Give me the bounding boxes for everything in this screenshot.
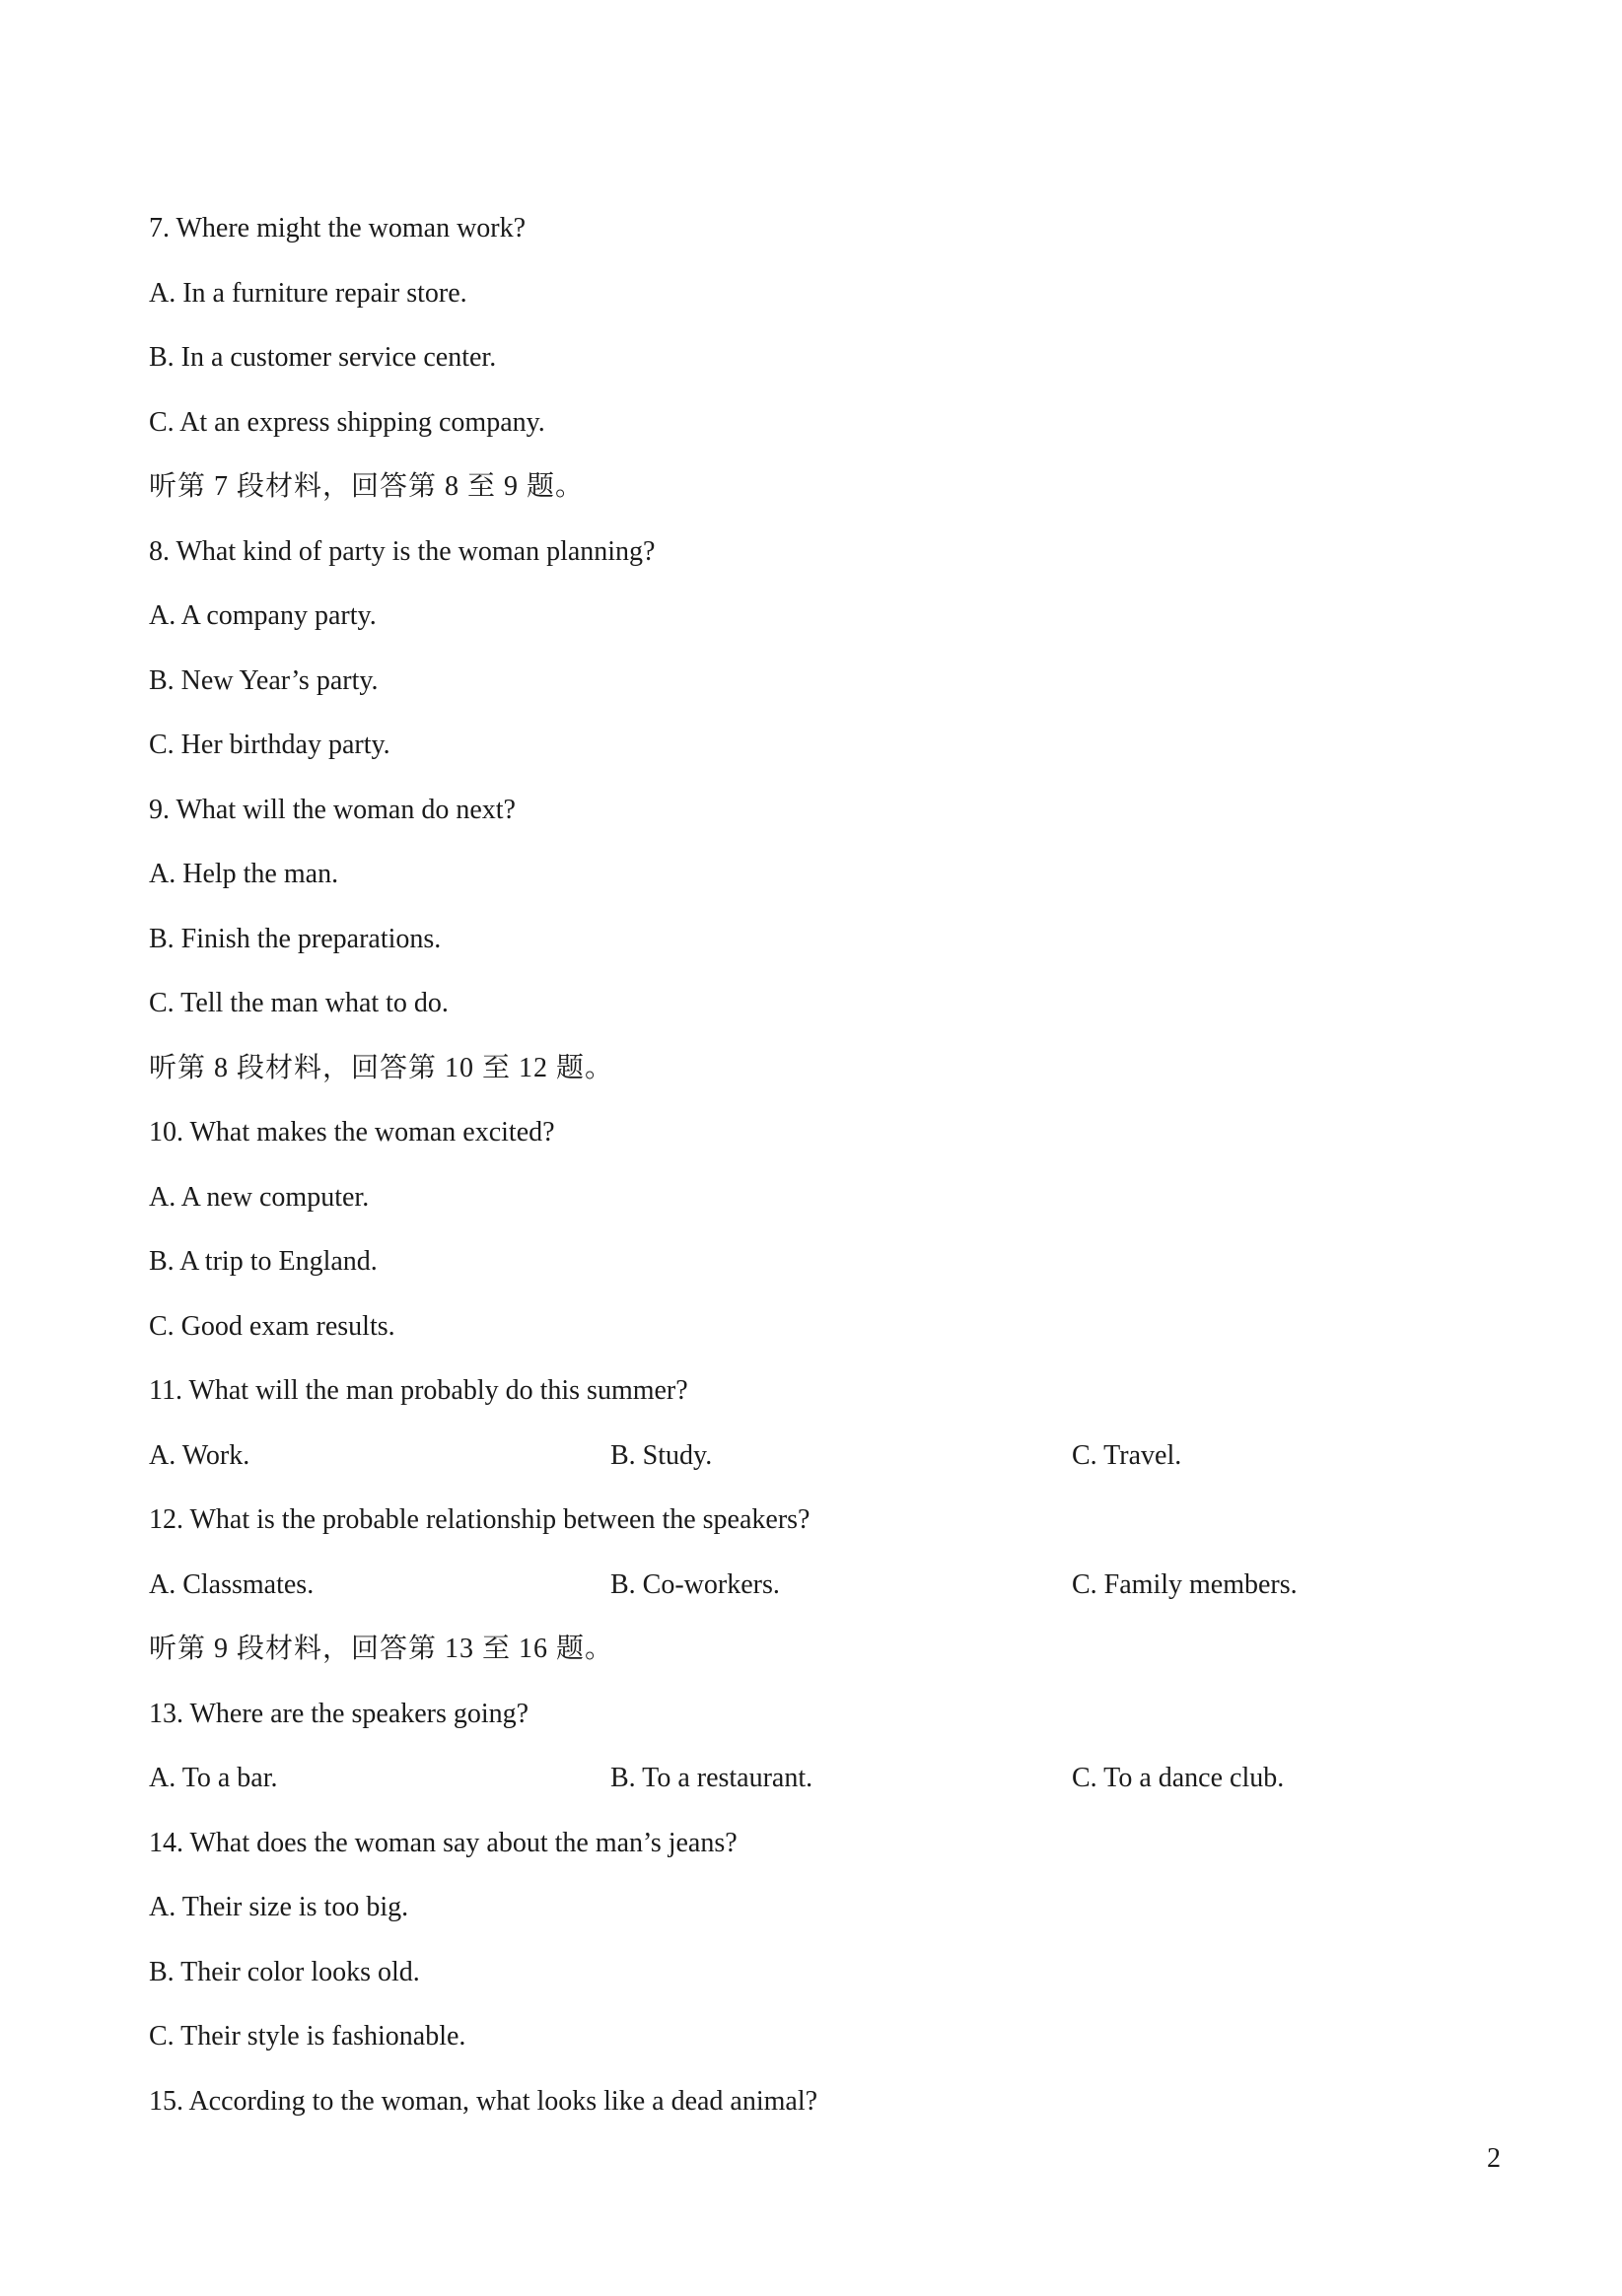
section-instruction: 听第 8 段材料，回答第 10 至 12 题。 (149, 1052, 614, 1083)
answer-option: C. Good exam results. (149, 1310, 395, 1342)
answer-option: B. To a restaurant. (610, 1763, 813, 1793)
option-row (149, 1565, 1470, 1631)
answer-option: B. In a customer service center. (149, 342, 497, 373)
answer-option: C. Family members. (1072, 1568, 1298, 1600)
section-instruction: 听第 7 段材料，回答第 8 至 9 题。 (149, 471, 585, 502)
page-number: 2 (1487, 2143, 1501, 2174)
question-text: 7. Where might the woman work? (149, 213, 527, 244)
answer-option: B. New Year’s party. (149, 664, 379, 696)
answer-option: C. Her birthday party. (149, 730, 390, 760)
answer-option: B. Study. (610, 1439, 713, 1471)
answer-option: C. Their style is fashionable. (149, 2021, 466, 2052)
answer-option: B. Co-workers. (610, 1568, 780, 1600)
option-row (149, 1759, 1470, 1824)
answer-option: B. Finish the preparations. (149, 923, 442, 954)
answer-option: B. A trip to England. (149, 1246, 378, 1277)
question-text: 10. What makes the woman excited? (149, 1117, 555, 1148)
question-list (149, 209, 1470, 2146)
answer-option: C. Travel. (1072, 1439, 1182, 1471)
question-text: 9. What will the woman do next? (149, 794, 516, 825)
answer-option: A. To a bar. (149, 1763, 278, 1793)
answer-option: C. Tell the man what to do. (149, 988, 449, 1018)
answer-option: A. Help the man. (149, 859, 339, 889)
answer-option: B. Their color looks old. (149, 1956, 420, 1987)
question-text: 12. What is the probable relationship between the speakers? (149, 1504, 811, 1535)
section-instruction: 听第 9 段材料，回答第 13 至 16 题。 (149, 1634, 614, 1664)
answer-option: A. A new computer. (149, 1181, 370, 1213)
answer-option: A. Classmates. (149, 1568, 315, 1600)
question-text: 8. What kind of party is the woman planning? (149, 535, 656, 567)
answer-option: A. In a furniture repair store. (149, 277, 467, 309)
answer-option: A. A company party. (149, 600, 377, 631)
answer-option: A. Their size is too big. (149, 1892, 409, 1922)
answer-option: C. To a dance club. (1072, 1763, 1285, 1793)
question-text: 15. According to the woman, what looks like a dead animal? (149, 2085, 818, 2117)
question-text: 14. What does the woman say about the man’s jeans? (149, 1827, 738, 1858)
answer-option: A. Work. (149, 1439, 250, 1471)
option-row (149, 1436, 1470, 1501)
question-text: 11. What will the man probably do this summer? (149, 1375, 688, 1406)
question-text: 13. Where are the speakers going? (149, 1698, 529, 1729)
answer-option: C. At an express shipping company. (149, 406, 545, 438)
